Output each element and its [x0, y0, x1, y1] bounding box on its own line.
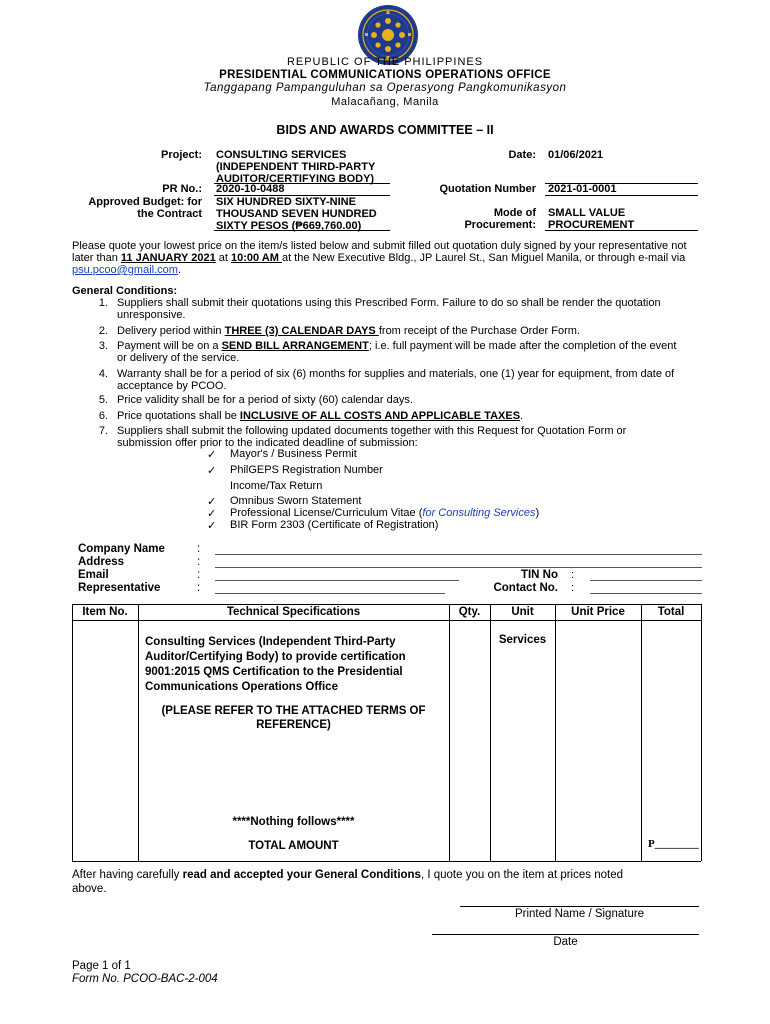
check-icon: ✓: [207, 508, 217, 520]
condition-item: Delivery period within THREE (3) CALENDAR DAYS from receipt of the Purchase Order Form.: [117, 325, 580, 337]
budget-value: SIX HUNDRED SIXTY-NINE THOUSAND SEVEN HUNDRED SIXTY PESOS (₱669,760.00): [216, 196, 377, 232]
col-header-total: Total: [657, 606, 685, 618]
page-title: BIDS AND AWARDS COMMITTEE – II: [276, 123, 494, 137]
unit-value: Services: [498, 634, 547, 646]
quotation-label: Quotation Number: [439, 183, 536, 195]
header-office: PRESIDENTIAL COMMUNICATIONS OPERATIONS OFFICE: [219, 69, 551, 81]
email-link[interactable]: psu.pcoo@gmail.com: [72, 264, 178, 276]
requirement-item: Income/Tax Return: [230, 480, 323, 492]
representative-field[interactable]: [215, 593, 445, 594]
pr-label: PR No.:: [162, 183, 202, 195]
spec-description: Consulting Services (Independent Third-Party Auditor/Certifying Body) to provide certification 9001:2015 QMS Certification to the Presidential Communications Operations Office: [145, 636, 406, 693]
total-amount-value: P________: [648, 838, 699, 850]
form-number: Form No. PCOO-BAC-2-004: [72, 973, 218, 985]
refer-note: (PLEASE REFER TO THE ATTACHED TERMS OF REFERENCE): [161, 705, 426, 731]
signature-line[interactable]: [460, 906, 699, 907]
date-label: Date:: [508, 149, 536, 161]
condition-item: Price validity shall be for a period of sixty (60) calendar days.: [117, 394, 413, 406]
requirement-item: Professional License/Curriculum Vitae (for Consulting Services): [230, 507, 540, 519]
header-location: Malacañang, Manila: [331, 96, 439, 108]
page-number: Page 1 of 1: [72, 960, 131, 972]
nothing-follows: ****Nothing follows****: [232, 816, 355, 828]
date-sign-label: Date: [553, 936, 578, 948]
contact-field[interactable]: [590, 593, 702, 594]
check-icon: ✓: [207, 449, 217, 461]
col-header-qty: Qty.: [458, 606, 481, 618]
condition-item: Price quotations shall be INCLUSIVE OF ALL COSTS AND APPLICABLE TAXES.: [117, 410, 524, 422]
requirement-item: PhilGEPS Registration Number: [230, 464, 383, 476]
company-labels: Company Name Address Email Representative: [78, 543, 165, 594]
tin-label: TIN No: [520, 569, 558, 581]
closing-statement: After having carefully read and accepted your General Conditions, I quote you on the item at prices noted above.: [72, 869, 623, 895]
pr-value: 2020-10-0488: [216, 183, 285, 195]
requirement-item: Mayor's / Business Permit: [230, 448, 357, 460]
budget-label: Approved Budget: for the Contract: [88, 196, 202, 220]
col-header-specs: Technical Specifications: [226, 606, 361, 618]
date-value: 01/06/2021: [548, 149, 604, 161]
mode-value: SMALL VALUE PROCUREMENT: [548, 207, 635, 231]
requirement-item: BIR Form 2303 (Certificate of Registration): [230, 519, 439, 531]
check-icon: ✓: [207, 465, 217, 477]
date-line[interactable]: [432, 934, 699, 935]
condition-item: Suppliers shall submit the following updated documents together with this Request for Quotation Form or submission offer prior to the indicated deadline of submission:: [117, 425, 627, 449]
address-field[interactable]: [215, 567, 702, 568]
col-header-item-no: Item No.: [82, 606, 128, 618]
project-value: CONSULTING SERVICES (INDEPENDENT THIRD-PARTY AUDITOR/CERTIFYING BODY): [216, 149, 376, 185]
requirement-item: Omnibus Sworn Statement: [230, 495, 362, 507]
quotation-value: 2021-01-0001: [548, 183, 617, 195]
col-header-unit-price: Unit Price: [571, 606, 625, 618]
project-label: Project:: [161, 149, 202, 161]
tin-field[interactable]: [590, 580, 702, 581]
contact-label: Contact No.: [493, 582, 558, 594]
conditions-heading: General Conditions:: [72, 285, 178, 297]
email-field[interactable]: [215, 580, 459, 581]
mode-label: Mode of Procurement:: [464, 207, 536, 231]
total-amount-label: TOTAL AMOUNT: [248, 840, 339, 852]
printed-name-label: Printed Name / Signature: [514, 908, 645, 920]
intro-paragraph: Please quote your lowest price on the item/s listed below and submit filled out quotation duly signed by your representative not later than 11 JANUARY 2021 at 10:00 AM at the New Executive Bldg., JP Laurel St., San Miguel Manila, or through e-mail via psu.pcoo@gmail.com.: [72, 240, 687, 276]
check-icon: ✓: [207, 520, 217, 532]
check-icon: ✓: [207, 496, 217, 508]
header-republic: REPUBLIC OF THE PHILIPPINES: [286, 56, 484, 68]
condition-item: Payment will be on a SEND BILL ARRANGEMENT; i.e. full payment will be made after the completion of the event or delivery of the service.: [117, 340, 677, 364]
condition-item: Suppliers shall submit their quotations using this Prescribed Form. Failure to do so shall be render the quotation unresponsive.: [117, 297, 661, 321]
col-header-unit: Unit: [511, 606, 534, 618]
company-name-field[interactable]: [215, 554, 702, 555]
condition-item: Warranty shall be for a period of six (6) months for supplies and materials, one (1) year for equipment, from date of acceptance by PCOO.: [117, 368, 675, 392]
header-office-filipino: Tanggapang Pampanguluhan sa Operasyong Pangkomunikasyon: [203, 82, 567, 94]
